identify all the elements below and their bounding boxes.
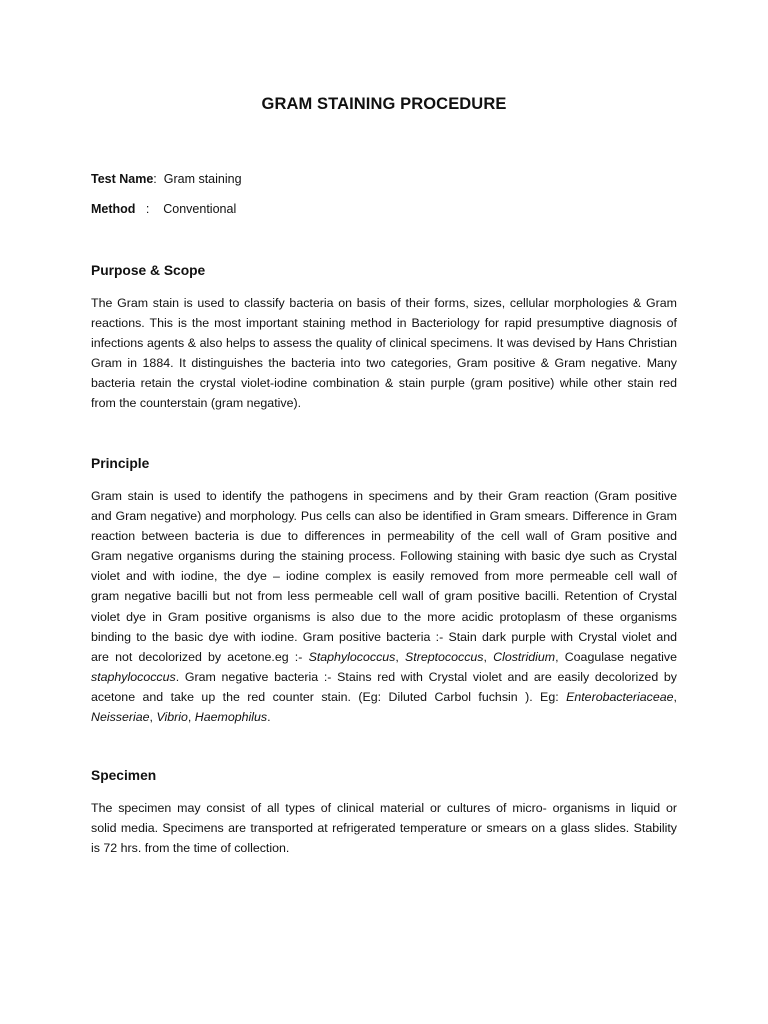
test-name-line [91, 172, 242, 186]
organism-name: Vibrio [156, 710, 188, 725]
organism-name: staphylococcus [91, 669, 176, 684]
method-line [91, 202, 236, 216]
specimen-line: The specimen may consist of all types of clinical material or cultures of micro- organisms in liquid or [91, 801, 677, 815]
principle-line: are not decolorized by acetone.eg :- Staphylococcus, Streptococcus, Clostridium, Coagulase negative [91, 649, 677, 664]
principle-paragraph [91, 486, 677, 727]
test-name-value: Gram staining [163, 172, 242, 186]
specimen-heading: Specimen [91, 768, 157, 783]
method-separator: : [145, 202, 150, 216]
principle-line: acetone and take up the red counter stain. (Eg: Diluted Carbol fuchsin ). Eg: Enterobacteriaceae, [91, 689, 677, 704]
method-value: Conventional [163, 202, 237, 216]
principle-line: and Gram negative) and morphology. Pus cells can also be identified in Gram smears. Difference in Gram [91, 509, 677, 524]
principle-line: binding to the basic dye with iodine. Gram positive bacteria :- Stain dark purple with Crystal violet and [91, 629, 677, 644]
method-label: Method [91, 202, 136, 216]
specimen-line: solid media. Specimens are transported at refrigerated temperature or smears on a glass slides. Stability [91, 821, 677, 836]
test-name-label: Test Name [91, 172, 154, 186]
test-name-separator: : [153, 172, 157, 186]
purpose-heading: Purpose & Scope [91, 263, 206, 278]
organism-name: Haemophilus [194, 710, 268, 725]
principle-line: Neisseriae, Vibrio, Haemophilus. [91, 710, 271, 725]
principle-line: violet and with iodine, the dye – iodine complex is easily removed from more permeable cell wall of [91, 569, 677, 584]
organism-name: Enterobacteriaceae [566, 689, 674, 704]
principle-line: staphylococcus. Gram negative bacteria :- Stains red with Crystal violet and are easily decolorized by [91, 669, 677, 684]
principle-line: Gram negative organisms during the staining process. Following staining with basic dye such as Crystal [91, 549, 677, 564]
principle-heading: Principle [91, 456, 150, 471]
principle-line: Gram stain is used to identify the pathogens in specimens and by their Gram reaction (Gram positive [91, 489, 677, 503]
organism-name: Staphylococcus [308, 649, 396, 664]
purpose-line: infections agents & also helps to assess the quality of clinical specimens. It was devised by Hans Christian [91, 336, 677, 351]
principle-line: reaction between bacteria is due to differences in permeability of the cell wall of Gram positive and [91, 529, 677, 544]
organism-name: Neisseriae [91, 710, 150, 725]
principle-line: gram negative bacilli but not from less permeable cell wall of gram positive bacilli. Retention of Crystal [91, 589, 677, 604]
specimen-paragraph [91, 798, 677, 858]
purpose-line: Gram in 1884. It distinguishes the bacteria into two categories, Gram positive & Gram negative. Many [91, 356, 677, 371]
purpose-line: from the counterstain (gram negative). [91, 396, 302, 411]
organism-name: Clostridium [493, 649, 556, 664]
organism-name: Streptococcus [404, 649, 484, 664]
purpose-line: bacteria retain the crystal violet-iodine combination & stain purple (gram positive) while other stain red [91, 376, 677, 391]
purpose-paragraph [91, 293, 677, 414]
document-title: GRAM STAINING PROCEDURE [261, 95, 507, 113]
specimen-line: is 72 hrs. from the time of collection. [91, 841, 290, 856]
purpose-line: reactions. This is the most important staining method in Bacteriology for rapid presumptive diagnosis of [91, 316, 677, 331]
purpose-line: The Gram stain is used to classify bacteria on basis of their forms, sizes, cellular morphologies & Gram [91, 296, 677, 310]
principle-line: violet dye in Gram positive organisms is also due to the more acidic protoplasm of these organisms [91, 609, 677, 624]
